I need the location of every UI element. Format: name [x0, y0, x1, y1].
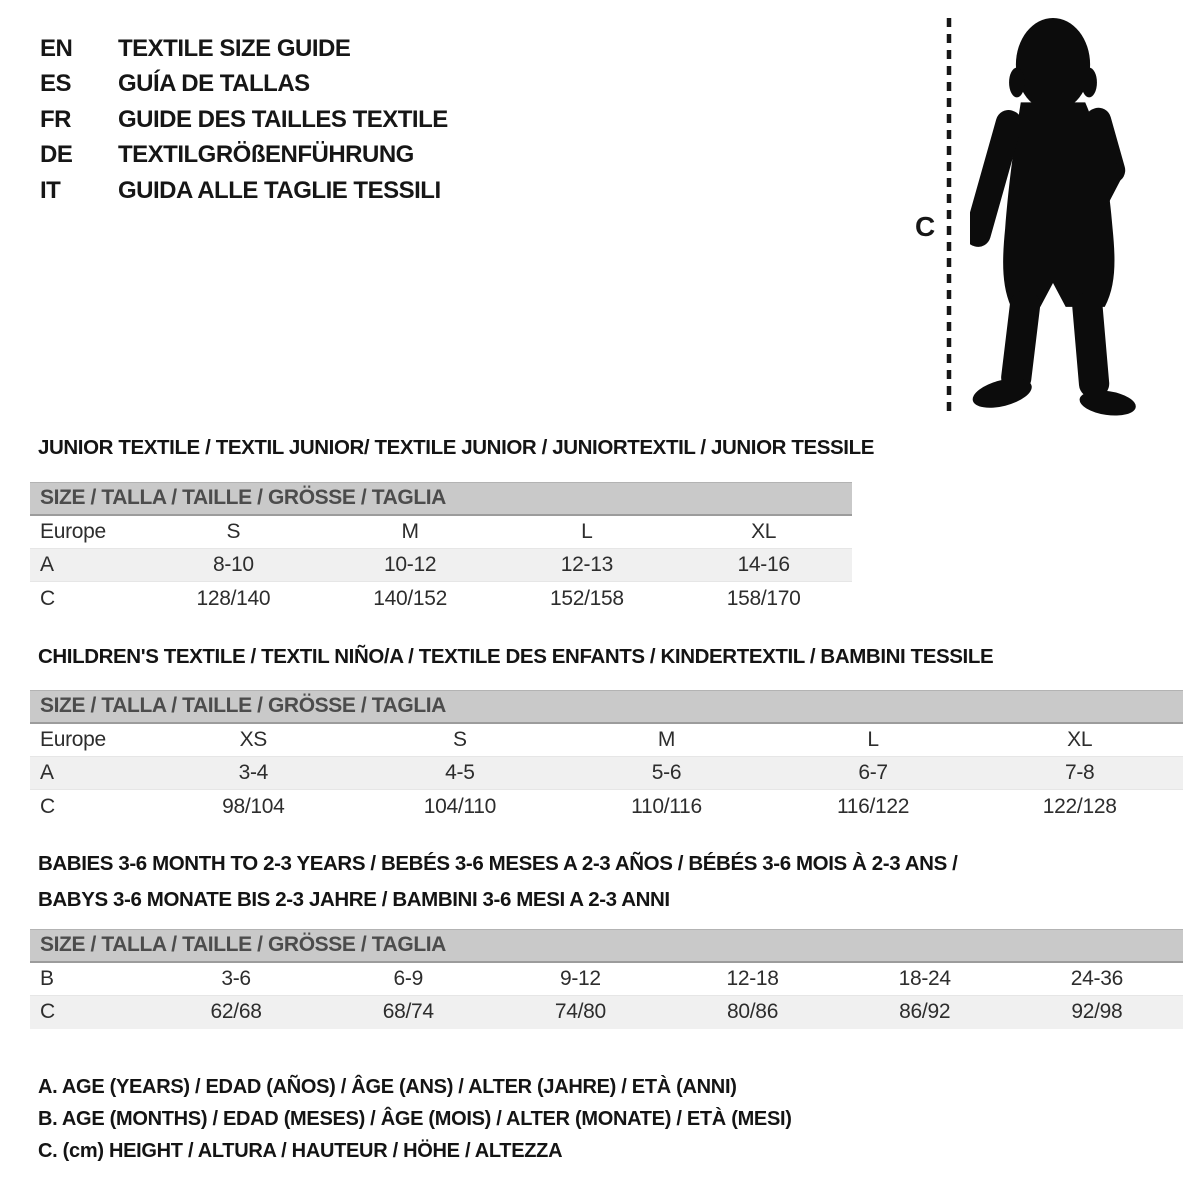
size-cell: L — [867, 727, 879, 751]
height-measure-label: C — [915, 211, 936, 242]
height-cell: 116/122 — [836, 794, 910, 818]
row-label: C — [40, 1000, 55, 1023]
children-size-table — [30, 690, 1183, 823]
size-header-bar: SIZE / TALLA / TAILLE / GRÖSSE / TAGLIA — [30, 691, 1183, 723]
language-row-de — [40, 138, 448, 174]
table-row-europe — [30, 515, 852, 549]
table-row-height — [30, 790, 1183, 824]
table-row-age — [30, 548, 852, 582]
age-cell: 14-16 — [737, 552, 790, 576]
height-cell: 122/128 — [1042, 794, 1117, 818]
row-label: Europe — [40, 727, 106, 751]
months-cell: 18-24 — [898, 966, 951, 990]
toddler-silhouette-icon — [970, 15, 1136, 417]
months-cell: 12-18 — [726, 966, 779, 990]
row-label: C — [40, 586, 55, 610]
height-cell: 74/80 — [554, 1000, 606, 1023]
language-code: IT — [40, 176, 61, 204]
age-cell: 12-13 — [560, 552, 613, 576]
babies-title-line1: BABIES 3-6 MONTH TO 2-3 YEARS / BEBÉS 3-6 MESES A 2-3 AÑOS / BÉBÉS 3-6 MOIS À 2-3 ANS / — [38, 852, 958, 875]
language-title-list — [40, 31, 448, 209]
size-cell: S — [453, 727, 467, 751]
language-row-en — [40, 31, 448, 67]
table-row-europe — [30, 723, 1183, 757]
table-header-row — [30, 930, 1183, 962]
language-code: EN — [40, 34, 73, 62]
children-section-title: CHILDREN'S TEXTILE / TEXTIL NIÑO/A / TEXTILE DES ENFANTS / KINDERTEXTIL / BAMBINI TESSILE — [38, 645, 994, 668]
age-cell: 6-7 — [858, 760, 888, 784]
legend-line-height: C. (cm) HEIGHT / ALTURA / HAUTEUR / HÖHE / ALTEZZA — [38, 1139, 563, 1162]
guide-title-en: TEXTILE SIZE GUIDE — [118, 34, 351, 62]
height-cell: 62/68 — [210, 1000, 262, 1023]
language-row-it — [40, 173, 448, 209]
junior-size-table — [30, 482, 852, 615]
height-cell: 158/170 — [726, 586, 801, 610]
row-label: C — [40, 794, 55, 818]
guide-title-es: GUÍA DE TALLAS — [118, 70, 310, 98]
size-cell: XL — [751, 519, 777, 543]
age-cell: 5-6 — [651, 760, 682, 784]
size-cell: XS — [239, 727, 267, 751]
height-measure-dashed-line — [944, 16, 954, 418]
age-cell: 8-10 — [212, 552, 254, 576]
size-cell: M — [657, 727, 676, 751]
legend — [38, 1072, 792, 1167]
age-cell: 10-12 — [384, 552, 437, 576]
size-cell: XL — [1067, 727, 1093, 751]
height-cell: 104/110 — [423, 794, 497, 818]
table-header-row — [30, 691, 1183, 723]
guide-title-fr: GUIDE DES TAILLES TEXTILE — [118, 105, 448, 133]
row-label: A — [40, 760, 54, 784]
size-cell: L — [581, 519, 593, 543]
legend-line-age-years: A. AGE (YEARS) / EDAD (AÑOS) / ÂGE (ANS) / ALTER (JAHRE) / ETÀ (ANNI) — [38, 1076, 737, 1098]
height-cell: 128/140 — [196, 586, 271, 610]
table-row-age — [30, 756, 1183, 790]
size-cell: M — [401, 519, 419, 543]
age-cell: 3-4 — [238, 760, 269, 784]
babies-size-table — [30, 929, 1183, 1029]
months-cell: 3-6 — [221, 966, 251, 990]
height-cell: 152/158 — [549, 586, 624, 610]
height-cell: 110/116 — [631, 794, 702, 818]
guide-title-it: GUIDA ALLE TAGLIE TESSILI — [118, 176, 441, 204]
language-code: DE — [40, 141, 73, 169]
language-code: ES — [40, 70, 72, 98]
table-header-row — [30, 483, 852, 515]
table-row-height — [30, 582, 852, 616]
language-row-fr — [40, 102, 448, 138]
months-cell: 24-36 — [1070, 966, 1123, 990]
row-label: B — [40, 966, 54, 990]
language-row-es — [40, 67, 448, 103]
legend-line-age-months: B. AGE (MONTHS) / EDAD (MESES) / ÂGE (MOIS) / ALTER (MONATE) / ETÀ (MESI) — [38, 1107, 792, 1130]
height-cell: 98/104 — [222, 794, 285, 818]
size-cell: S — [226, 519, 241, 543]
junior-section-title: JUNIOR TEXTILE / TEXTIL JUNIOR/ TEXTILE JUNIOR / JUNIORTEXTIL / JUNIOR TESSILE — [38, 436, 874, 459]
guide-title-de: TEXTILGRÖßENFÜHRUNG — [118, 141, 414, 169]
table-row-months — [30, 962, 1183, 996]
height-cell: 92/98 — [1071, 1000, 1123, 1023]
language-code: FR — [40, 105, 71, 133]
row-label: Europe — [40, 519, 106, 543]
months-cell: 9-12 — [559, 966, 601, 990]
months-cell: 6-9 — [393, 966, 423, 990]
age-cell: 7-8 — [1064, 760, 1095, 784]
height-cell: 68/74 — [382, 1000, 434, 1023]
babies-title-line2: BABYS 3-6 MONATE BIS 2-3 JAHRE / BAMBINI 3-6 MESI A 2-3 ANNI — [38, 888, 670, 911]
height-cell: 86/92 — [899, 1000, 951, 1023]
height-cell: 80/86 — [727, 1000, 779, 1023]
size-header-bar: SIZE / TALLA / TAILLE / GRÖSSE / TAGLIA — [30, 483, 852, 515]
table-row-height — [30, 995, 1183, 1029]
babies-section-title — [38, 846, 957, 918]
age-cell: 4-5 — [445, 760, 475, 784]
height-cell: 140/152 — [373, 586, 448, 610]
size-header-bar: SIZE / TALLA / TAILLE / GRÖSSE / TAGLIA — [30, 930, 1183, 962]
row-label: A — [40, 552, 54, 576]
